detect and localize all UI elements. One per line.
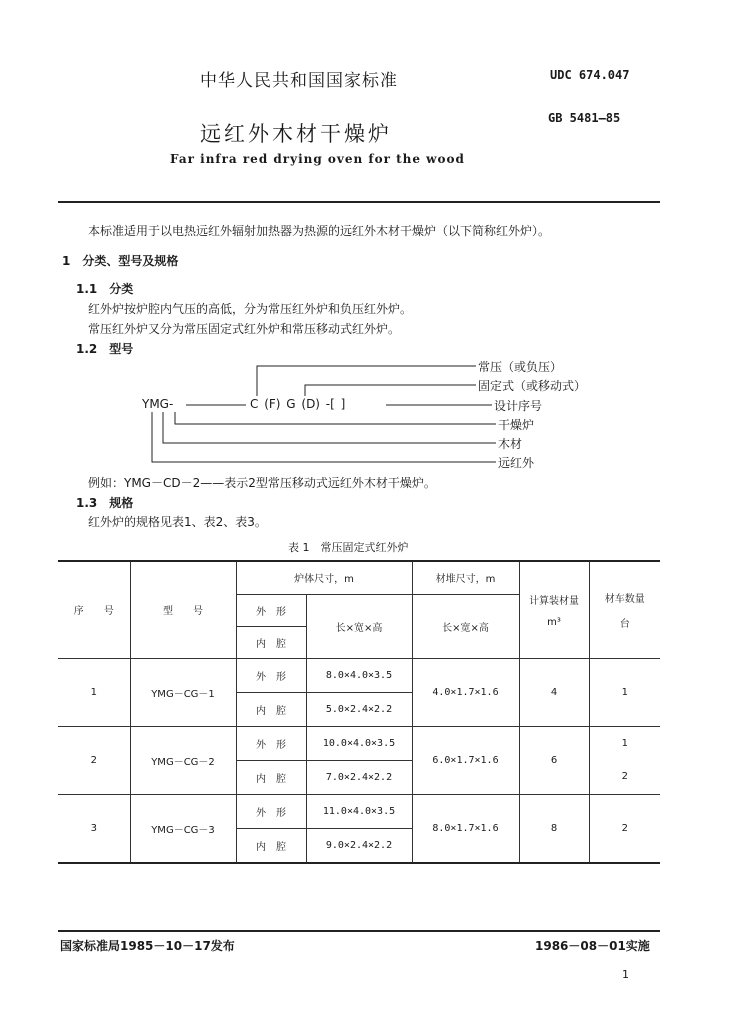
table-row-3-index: 3 bbox=[58, 794, 130, 863]
section-1-heading: 1 分类、型号及规格 bbox=[62, 254, 179, 268]
model-label-pressure: 常压（或负压） bbox=[478, 360, 563, 374]
table-row-3-model: YMG－CG－3 bbox=[130, 794, 236, 863]
header-inner: 内 腔 bbox=[236, 626, 306, 658]
header-volume-unit: m³ bbox=[547, 616, 561, 628]
table-row-2-pile: 6.0×1.7×1.6 bbox=[412, 726, 519, 794]
table-row-2-carts-a: 1 bbox=[589, 726, 660, 760]
table-row-1-inner-size: 5.0×2.4×2.2 bbox=[306, 692, 412, 726]
header-pile-lwh: 长×宽×高 bbox=[412, 594, 519, 658]
table-row-3-outer-size: 11.0×4.0×3.5 bbox=[306, 794, 412, 828]
table-row-3-carts: 2 bbox=[589, 794, 660, 863]
effective-date: 1986－08－01实施 bbox=[535, 939, 650, 953]
standard-header-title: 中华人民共和国国家标准 bbox=[200, 71, 398, 91]
model-code: C (F) G (D) -[ ] bbox=[250, 397, 346, 411]
issue-date: 国家标准局1985－10－17发布 bbox=[60, 939, 235, 953]
table-row-1-index: 1 bbox=[58, 658, 130, 726]
section-1-1-paragraph-1: 红外炉按炉腔内气压的高低，分为常压红外炉和负压红外炉。 bbox=[88, 302, 413, 316]
udc-number: UDC 674.047 bbox=[550, 68, 630, 82]
header-index: 序 号 bbox=[58, 561, 130, 658]
table-1-caption: 表 1 常压固定式红外炉 bbox=[288, 541, 409, 554]
table-row-3-pile: 8.0×1.7×1.6 bbox=[412, 794, 519, 863]
table-row-2-outer-size: 10.0×4.0×3.5 bbox=[306, 726, 412, 760]
table-row-1-carts: 1 bbox=[589, 658, 660, 726]
header-volume-label: 计算装材量 bbox=[529, 595, 579, 607]
document-title: 远红外木材干燥炉 bbox=[200, 122, 392, 146]
table-row-1-inner-label: 内 腔 bbox=[236, 692, 306, 726]
model-label-design-number: 设计序号 bbox=[494, 399, 543, 413]
table-row-1-model: YMG－CG－1 bbox=[130, 658, 236, 726]
table-row-3-inner-size: 9.0×2.4×2.2 bbox=[306, 828, 412, 863]
table-row-2-volume: 6 bbox=[519, 726, 589, 794]
section-1-3-heading: 1.3 规格 bbox=[76, 496, 134, 510]
page-number: 1 bbox=[622, 968, 629, 981]
section-1-1-paragraph-2: 常压红外炉又分为常压固定式红外炉和常压移动式红外炉。 bbox=[88, 322, 401, 336]
table-row-1-outer-size: 8.0×4.0×3.5 bbox=[306, 658, 412, 692]
header-carts-unit: 台 bbox=[619, 618, 630, 630]
model-example: 例如：YMG－CD－2——表示2型常压移动式远红外木材干燥炉。 bbox=[88, 476, 436, 490]
table-row-3-outer-label: 外 形 bbox=[236, 794, 306, 828]
table-row-1-pile: 4.0×1.7×1.6 bbox=[412, 658, 519, 726]
table-row-1-outer-label: 外 形 bbox=[236, 658, 306, 692]
intro-paragraph: 本标准适用于以电热远红外辐射加热器为热源的远红外木材干燥炉（以下简称红外炉）。 bbox=[88, 224, 551, 238]
header-oven-lwh: 长×宽×高 bbox=[306, 594, 412, 658]
gb-number: GB 5481—85 bbox=[548, 111, 621, 125]
spec-table bbox=[58, 560, 660, 864]
header-carts-label: 材车数量 bbox=[604, 593, 645, 605]
header-pile-size: 材堆尺寸，m bbox=[412, 561, 519, 594]
model-label-fixed: 固定式（或移动式） bbox=[478, 379, 587, 393]
table-row-2-inner-label: 内 腔 bbox=[236, 760, 306, 794]
section-1-1-heading: 1.1 分类 bbox=[76, 282, 134, 296]
header-outer: 外 形 bbox=[236, 594, 306, 626]
header-volume bbox=[519, 561, 589, 658]
table-row-2-carts-b: 2 bbox=[589, 760, 660, 794]
section-1-3-paragraph: 红外炉的规格见表1、表2、表3。 bbox=[88, 515, 267, 529]
model-label-dryer: 干燥炉 bbox=[498, 418, 535, 432]
document-subtitle: Far infra red drying oven for the wood bbox=[170, 152, 465, 166]
header-oven-size: 炉体尺寸，m bbox=[236, 561, 412, 594]
model-label-wood: 木材 bbox=[498, 437, 523, 451]
model-prefix: YMG- bbox=[142, 397, 174, 411]
table-row-2-index: 2 bbox=[58, 726, 130, 794]
table-row-2-model: YMG－CG－2 bbox=[130, 726, 236, 794]
table-row-3-volume: 8 bbox=[519, 794, 589, 863]
model-label-far-infrared: 远红外 bbox=[498, 456, 535, 470]
section-1-2-heading: 1.2 型号 bbox=[76, 342, 134, 356]
table-row-2-outer-label: 外 形 bbox=[236, 726, 306, 760]
header-model: 型 号 bbox=[130, 561, 236, 658]
table-row-3-inner-label: 内 腔 bbox=[236, 828, 306, 863]
footer-rule bbox=[58, 930, 660, 932]
table-row-2-inner-size: 7.0×2.4×2.2 bbox=[306, 760, 412, 794]
table-row-1-volume: 4 bbox=[519, 658, 589, 726]
header-carts bbox=[589, 561, 660, 658]
